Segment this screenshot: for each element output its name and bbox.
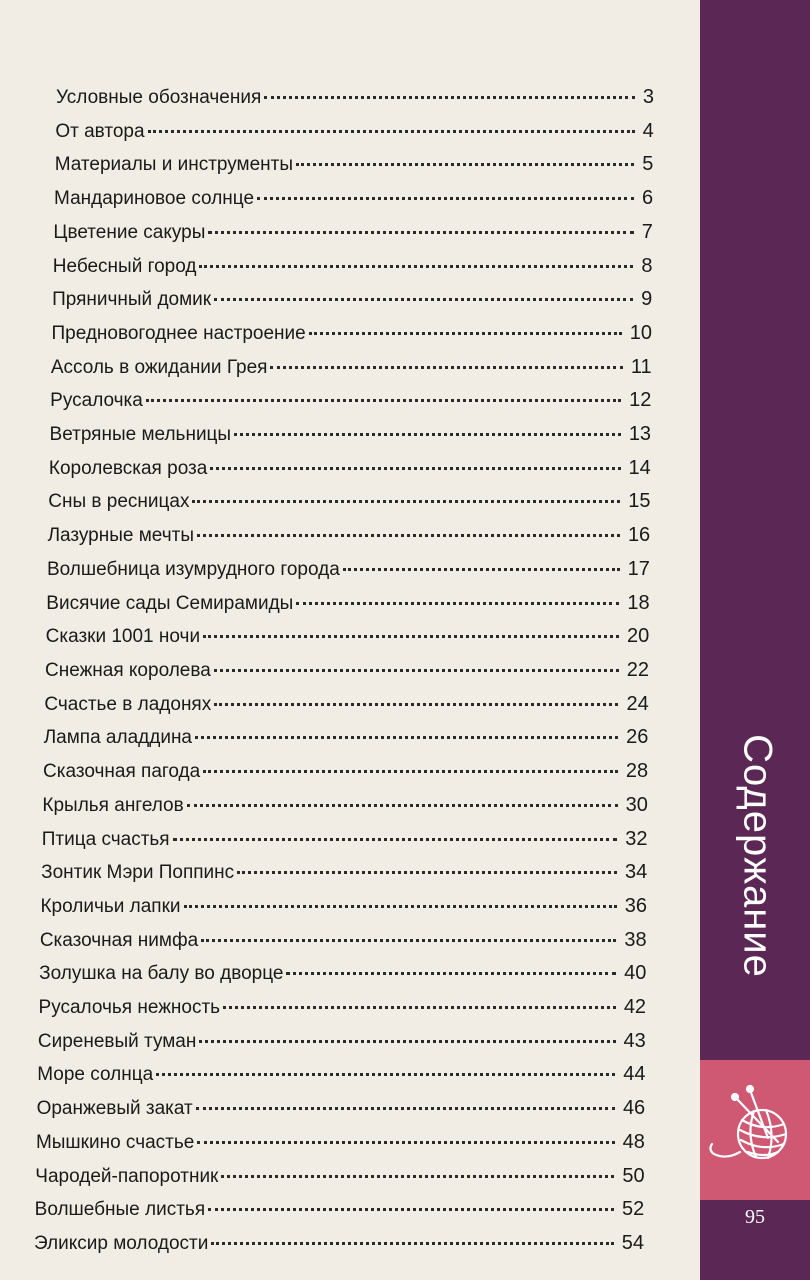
toc-entry-title: Волшебные листья [34,1199,206,1221]
toc-row [44,726,649,756]
toc-row [37,1063,645,1093]
toc-row [51,356,652,386]
toc-row [40,929,647,959]
dot-leader [214,703,618,706]
toc-entry-page: 6 [642,187,654,210]
dot-leader [234,433,621,436]
toc-entry-page: 8 [641,254,653,277]
dot-leader [173,838,618,841]
toc-row [38,1030,646,1060]
toc-row [39,996,647,1026]
toc-entry-title: Сказки 1001 ночи [45,626,201,648]
toc-entry-page: 10 [629,321,652,344]
dot-leader [214,669,619,672]
toc-entry-page: 5 [642,153,654,176]
toc-row [46,592,649,622]
toc-row [40,895,646,925]
toc-entry-title: Лампа аладдина [43,727,193,749]
dot-leader [211,1242,613,1245]
toc-entry-page: 24 [626,692,649,715]
toc-entry-title: Снежная королева [45,660,211,681]
toc-entry-page: 50 [622,1164,645,1187]
toc-entry-title: Висячие сады Семирамиды [46,592,294,614]
toc-entry-page: 12 [629,389,652,412]
dot-leader [196,1107,615,1110]
toc-row [44,693,648,723]
toc-entry-page: 26 [626,726,649,749]
toc-entry-page: 34 [625,861,648,884]
toc-entry-page: 20 [627,625,650,648]
toc-row [49,457,651,487]
toc-entry-title: Лазурные мечты [47,525,195,547]
toc-row [55,153,654,183]
toc-row [39,962,646,992]
toc-row [37,1097,646,1127]
toc-row [47,558,650,588]
dot-leader [195,736,618,739]
toc-entry-page: 48 [622,1130,645,1153]
toc-entry-page: 52 [622,1198,645,1221]
toc-entry-title: Сказочная нимфа [39,929,199,951]
toc-entry-title: Русалочка [50,390,143,412]
toc-row [41,861,647,891]
toc-row [42,794,647,824]
toc-entry-page: 36 [624,894,647,917]
toc-entry-title: Крылья ангелов [42,794,184,816]
toc-entry-page: 38 [624,928,647,951]
toc-entry-title: Предновогоднее настроение [51,322,306,344]
toc-entry-title: Небесный город [52,255,197,277]
toc-row [56,86,654,116]
dot-leader [192,500,620,503]
toc-row [35,1198,645,1228]
toc-row [43,760,648,790]
toc-entry-page: 30 [625,793,648,816]
toc-entry-title: Золушка на балу во дворце [39,963,284,985]
toc-row [54,187,653,217]
dot-leader [257,197,634,200]
dot-leader [146,399,621,402]
dot-leader [184,905,617,908]
toc-entry-page: 18 [627,591,650,614]
toc-row [50,389,651,419]
toc-row [53,255,653,285]
toc-entry-title: Пряничный домик [52,289,212,311]
toc-entry-page: 16 [627,524,651,547]
toc-entry-page: 44 [623,1063,646,1086]
toc-row [45,659,649,689]
dot-leader [208,1208,614,1211]
toc-row [46,625,650,655]
toc-row [53,221,652,251]
dot-leader [264,96,635,99]
toc-entry-page: 13 [628,423,652,446]
toc-entry-page: 3 [642,86,654,108]
toc-row [42,828,648,858]
dot-leader [270,366,622,369]
toc-entry-page: 22 [626,659,649,681]
toc-entry-title: Сиреневый туман [37,1030,197,1052]
toc-entry-page: 7 [641,220,653,243]
toc-entry-page: 46 [622,1097,646,1120]
toc-row [48,524,651,554]
dot-leader [187,804,618,807]
toc-entry-page: 17 [627,557,650,580]
dot-leader [148,130,635,133]
toc-entry-page: 15 [628,490,651,513]
dot-leader [210,467,620,470]
toc-entry-title: Счастье в ладонях [44,693,212,715]
toc-entry-title: Ассоль в ожидании Грея [50,356,268,378]
toc-entry-title: Эликсир молодости [34,1233,209,1254]
toc-row [35,1165,644,1195]
dot-leader [296,602,619,605]
toc-entry-title: Королевская роза [48,457,208,479]
dot-leader [203,770,618,773]
toc-entry-title: Материалы и инструменты [54,154,294,176]
toc-entry-title: Ветряные мельницы [49,424,232,446]
toc-row [36,1131,645,1161]
toc-entry-page: 43 [623,1029,646,1052]
toc-entry-title: Чародей-папоротник [35,1165,219,1187]
page-number: 95 [745,1206,765,1228]
yarn-ball-icon [706,1080,802,1176]
toc-row [51,322,651,352]
toc-entry-page: 42 [623,996,647,1019]
toc-entry-title: Зонтик Мэри Поппинс [41,862,235,884]
toc-entry-page: 28 [625,760,649,783]
toc-entry-title: Сны в ресницах [48,491,190,513]
toc-entry-page: 40 [624,962,647,985]
dot-leader [286,972,616,975]
toc-entry-title: Птица счастья [41,828,170,850]
toc-entry-page: 32 [625,827,648,850]
toc-entry-title: Цветение сакуры [53,221,206,243]
dot-leader [201,939,616,942]
toc-entry-title: От автора [55,120,145,142]
dot-leader [223,1006,616,1009]
dot-leader [208,231,633,234]
dot-leader [203,635,619,638]
toc-entry-title: Мандариновое солнце [54,188,255,210]
toc-entry-page: 14 [628,456,651,479]
dot-leader [237,871,617,874]
toc-entry-page: 4 [642,119,654,142]
toc-entry-title: Волшебница изумрудного города [46,558,340,580]
dot-leader [343,568,620,571]
toc-entry-page: 54 [621,1232,644,1254]
toc-entry-title: Море солнца [37,1064,154,1086]
toc-row [34,1232,644,1262]
toc-entry-title: Условные обозначения [56,87,262,108]
toc-entry-title: Сказочная пагода [43,761,201,783]
toc-entry-page: 11 [630,355,652,378]
toc-entry-title: Кроличьи лапки [40,895,181,917]
dot-leader [199,1040,615,1043]
toc-entry-title: Мышкино счастье [35,1131,195,1153]
toc-row [48,490,650,520]
dot-leader [296,163,634,166]
toc-entry-page: 9 [641,288,653,311]
dot-leader [214,298,633,301]
toc-entry-title: Русалочья нежность [38,997,221,1019]
dot-leader [197,1141,614,1144]
dot-leader [156,1073,615,1076]
dot-leader [199,265,633,268]
toc-entry-title: Оранжевый закат [36,1098,193,1120]
toc-row [52,288,652,318]
section-heading: Содержание [735,734,780,978]
dot-leader [197,534,620,537]
dot-leader [309,332,622,335]
toc-row [55,120,653,150]
dot-leader [221,1175,614,1178]
toc-row [50,423,652,453]
